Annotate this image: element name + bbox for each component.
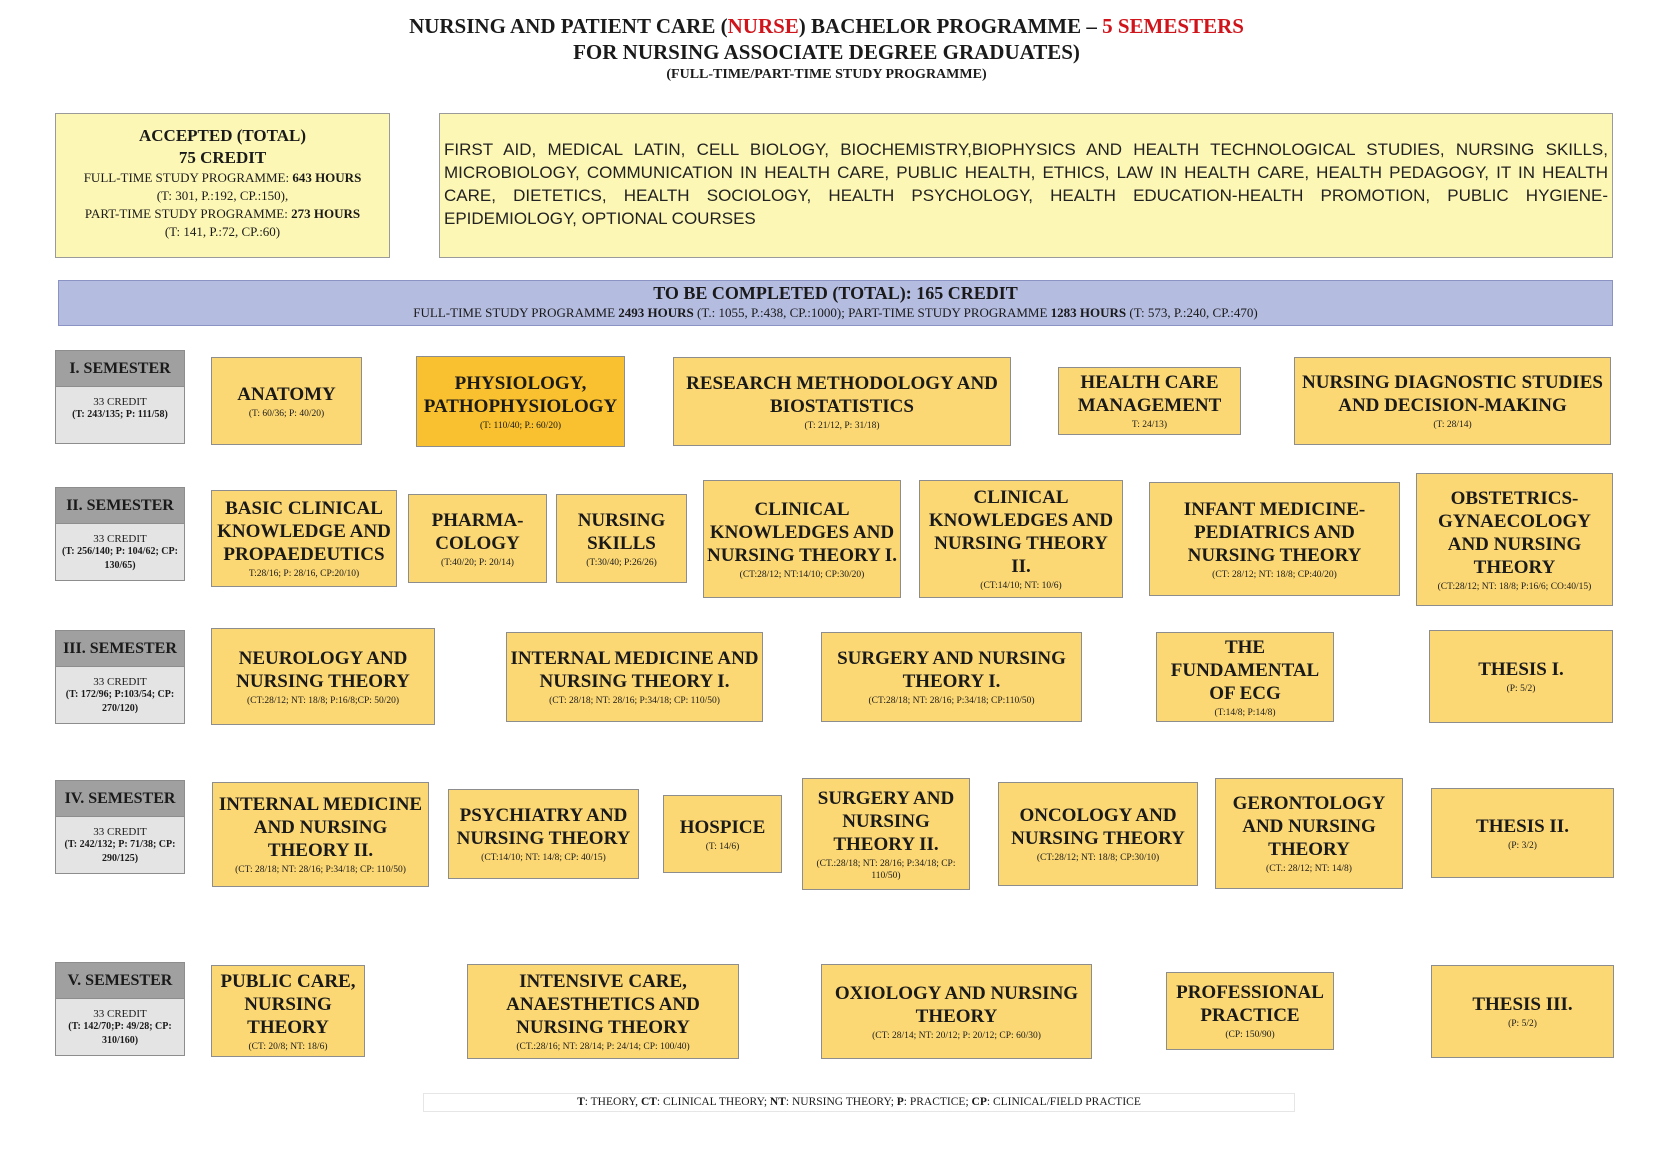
main-title: NURSING AND PATIENT CARE (NURSE) BACHELOR PROGRAMME – 5 SEMESTERS: [409, 14, 1244, 38]
course-psychiatry: PSYCHIATRY AND NURSING THEORY (CT:14/10; NT: 14/8; CP: 40/15): [448, 789, 639, 879]
course-internal-medicine-2: INTERNAL MEDICINE AND NURSING THEORY II. (CT: 28/18; NT: 28/16; P:34/18; CP: 110/50): [212, 782, 429, 887]
course-intensive-care: INTENSIVE CARE, ANAESTHETICS AND NURSING THEORY (CT.:28/16; NT: 28/14; P: 24/14; CP: 100/40): [467, 964, 739, 1059]
accepted-fulltime: FULL-TIME STUDY PROGRAMME: 643 HOURS: [83, 170, 362, 185]
course-physiology: PHYSIOLOGY, PATHOPHYSIOLOGY (T: 110/40; P.: 60/20): [416, 356, 625, 447]
title-highlight-nurse: NURSE: [727, 14, 799, 38]
programme-type: (FULL-TIME/PART-TIME STUDY PROGRAMME): [666, 67, 987, 82]
course-thesis-3: THESIS III. (P: 5/2): [1431, 965, 1614, 1058]
course-gerontology: GERONTOLOGY AND NURSING THEORY (CT.: 28/12; NT: 14/8): [1215, 778, 1403, 889]
course-thesis-2: THESIS II. (P: 3/2): [1431, 788, 1614, 878]
course-oxiology: OXIOLOGY AND NURSING THEORY (CT: 28/14; NT: 20/12; P: 20/12; CP: 60/30): [821, 964, 1092, 1059]
abbreviation-legend: T: THEORY, CT: CLINICAL THEORY; NT: NURSING THEORY; P: PRACTICE; CP: CLINICAL/FIELD PRACTICE: [423, 1093, 1295, 1112]
subtitle: FOR NURSING ASSOCIATE DEGREE GRADUATES): [573, 40, 1080, 64]
course-surgery-1: SURGERY AND NURSING THEORY I. (CT:28/18; NT: 28/16; P:34/18; CP:110/50): [821, 632, 1082, 722]
course-anatomy: ANATOMY (T: 60/36; P: 40/20): [211, 357, 362, 445]
course-neurology: NEUROLOGY AND NURSING THEORY (CT:28/12; NT: 18/8; P:16/8;CP: 50/20): [211, 628, 435, 725]
course-oncology: ONCOLOGY AND NURSING THEORY (CT:28/12; NT: 18/8; CP:30/10): [998, 782, 1198, 886]
completed-title: TO BE COMPLETED (TOTAL): 165 CREDIT: [653, 283, 1018, 303]
semester-3-label: III. SEMESTER 33 CREDIT (T: 172/96; P:103/54; CP: 270/120): [55, 630, 185, 724]
course-research-methodology: RESEARCH METHODOLOGY AND BIOSTATISTICS (T: 21/12, P: 31/18): [673, 357, 1011, 446]
course-nursing-skills: NURSING SKILLS (T:30/40; P:26/26): [556, 494, 687, 583]
completed-bar: [58, 280, 1613, 326]
accepted-credit: 75 CREDIT: [178, 148, 267, 167]
semester-1-label: I. SEMESTER 33 CREDIT (T: 243/135; P: 111/58): [55, 350, 185, 444]
title-highlight-semesters: 5 SEMESTERS: [1102, 14, 1244, 38]
course-thesis-1: THESIS I. (P: 5/2): [1429, 630, 1613, 723]
course-obstetrics: OBSTETRICS-GYNAECOLOGY AND NURSING THEORY (CT:28/12; NT: 18/8; P:16/6; CO:40/15): [1416, 473, 1613, 606]
course-nursing-diagnostic: NURSING DIAGNOSTIC STUDIES AND DECISION-MAKING (T: 28/14): [1294, 357, 1611, 445]
completed-detail: FULL-TIME STUDY PROGRAMME 2493 HOURS (T.: 1055, P.:438, CP.:1000); PART-TIME STUDY PROGRAMME 1283 HOURS (T: 573, P.:240, CP.:470): [413, 305, 1258, 320]
semester-2-label: II. SEMESTER 33 CREDIT (T: 256/140; P: 104/62; CP: 130/65): [55, 487, 185, 581]
accepted-parttime: PART-TIME STUDY PROGRAMME: 273 HOURS: [84, 206, 361, 221]
accepted-fulltime-detail: (T: 301, P.:192, CP.:150),: [156, 188, 289, 203]
semester-4-label: IV. SEMESTER 33 CREDIT (T: 242/132; P: 71/38; CP: 290/125): [55, 780, 185, 874]
course-basic-clinical-knowledge: BASIC CLINICAL KNOWLEDGE AND PROPAEDEUTICS T:28/16; P: 28/16, CP:20/10): [211, 490, 397, 587]
course-infant-medicine: INFANT MEDICINE-PEDIATRICS AND NURSING THEORY (CT: 28/12; NT: 18/8; CP:40/20): [1149, 482, 1400, 596]
course-ecg: THE FUNDAMENTAL OF ECG (T:14/8; P:14/8): [1156, 632, 1334, 722]
accepted-title: ACCEPTED (TOTAL): [138, 126, 307, 145]
course-pharmacology: PHARMA-COLOGY (T:40/20; P: 20/14): [408, 494, 547, 583]
accepted-subjects: FIRST AID, MEDICAL LATIN, CELL BIOLOGY, BIOCHEMISTRY,BIOPHYSICS AND HEALTH TECHNOLOGICAL STUDIES, NURSING SKILLS, MICROBIOLOGY, COMMUNICATION IN HEALTH CARE, PUBLIC HEALTH, ETHICS, LAW IN HEALTH CARE, HEALTH PEDAGOGY, IT IN HEALTH CARE, DIETETICS, HEALTH SOCIOLOGY, HEALTH PSYCHOLOGY, HEALTH EDUCATION-HEALTH PROMOTION, PUBLIC HYGIENE-EPIDEMIOLOGY, OPTIONAL COURSES: [439, 113, 1613, 258]
course-health-care-management: HEALTH CARE MANAGEMENT T: 24/13): [1058, 367, 1241, 435]
course-clinical-knowledges-1: CLINICAL KNOWLEDGES AND NURSING THEORY I. (CT:28/12; NT:14/10; CP:30/20): [703, 480, 901, 598]
accepted-box: [55, 113, 390, 258]
course-professional-practice: PROFESSIONAL PRACTICE (CP: 150/90): [1166, 972, 1334, 1050]
semester-5-label: V. SEMESTER 33 CREDIT (T: 142/70;P: 49/28; CP: 310/160): [55, 962, 185, 1056]
course-clinical-knowledges-2: CLINICAL KNOWLEDGES AND NURSING THEORY II. (CT:14/10; NT: 10/6): [919, 480, 1123, 598]
course-public-care: PUBLIC CARE, NURSING THEORY (CT: 20/8; NT: 18/6): [211, 965, 365, 1057]
course-internal-medicine-1: INTERNAL MEDICINE AND NURSING THEORY I. (CT: 28/18; NT: 28/16; P:34/18; CP: 110/50): [506, 632, 763, 722]
course-hospice: HOSPICE (T: 14/6): [663, 795, 782, 873]
accepted-parttime-detail: (T: 141, P.:72, CP.:60): [164, 224, 281, 239]
course-surgery-2: SURGERY AND NURSING THEORY II. (CT.:28/18; NT: 28/16; P:34/18; CP: 110/50): [802, 778, 970, 890]
